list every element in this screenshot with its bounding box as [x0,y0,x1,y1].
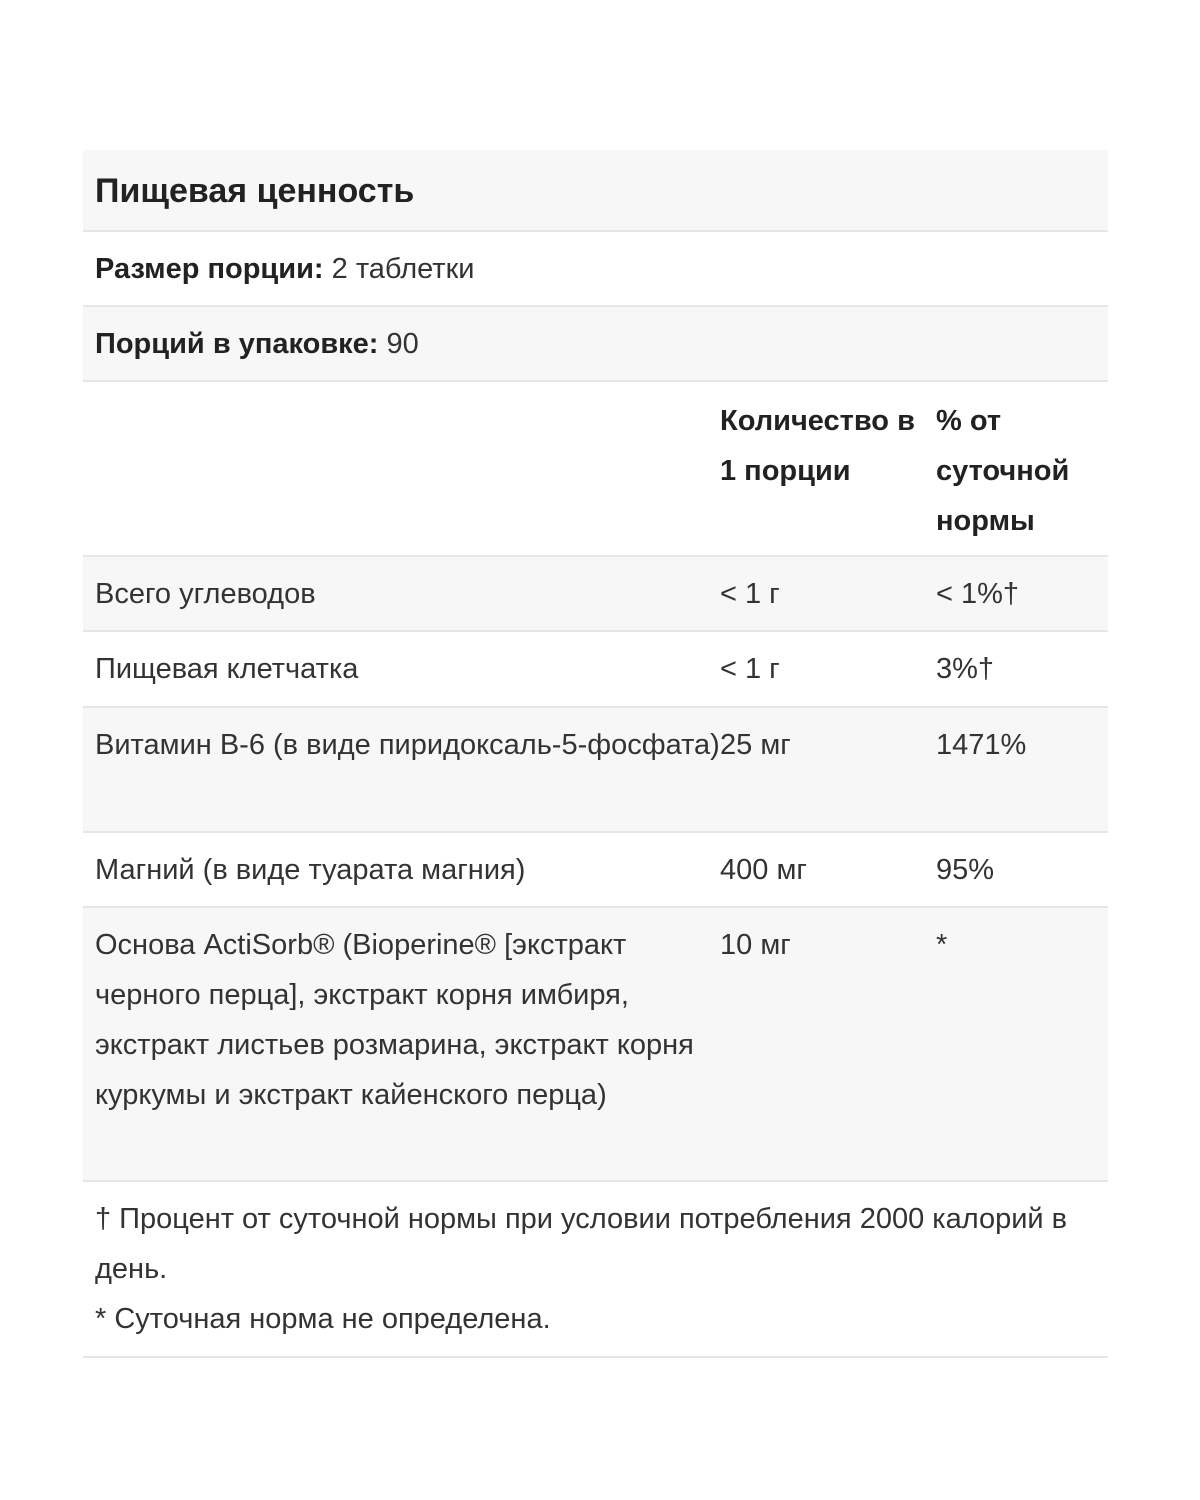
table-row [83,557,1108,632]
nutrient-amount: < 1 г [720,653,780,685]
servings-per-container-value: 90 [378,328,419,360]
panel-title: Пищевая ценность [95,172,415,210]
nutrient-name: Всего углеводов [95,578,316,610]
nutrient-name: Витамин B-6 (в виде пиридоксаль-5-фосфата) [95,729,720,761]
nutrient-amount: 400 мг [720,854,807,886]
table-row [83,908,1108,1182]
table-header-row [83,382,1108,557]
servings-per-container-label: Порций в упаковке: [95,328,379,360]
nutrient-name: Пищевая клетчатка [95,653,359,685]
table-row [83,632,1108,708]
footnote-daily-value: † Процент от суточной нормы при условии потребления 2000 калорий в день. [95,1203,1068,1285]
serving-size-label: Размер порции: [95,253,324,285]
footnotes [83,1182,1108,1358]
footnote-not-established: * Суточная норма не определена. [95,1303,551,1335]
serving-size-row [83,232,1108,307]
header-amount: Количество в 1 порции [720,405,915,487]
table-row [83,833,1108,908]
serving-size-value: 2 таблетки [323,253,475,285]
nutrient-amount: 25 мг [720,729,791,761]
nutrient-daily-value: * [936,929,948,961]
nutrition-facts-panel [83,150,1108,1358]
nutrient-name: Основа ActiSorb® (Bioperine® [экстракт черного перца], экстракт корня имбиря, экстракт листьев розмарина, экстракт корня куркумы и экстракт кайенского перца) [95,929,694,1111]
nutrient-daily-value: < 1%† [936,578,1020,610]
nutrient-daily-value: 1471% [936,729,1027,761]
nutrient-amount: < 1 г [720,578,780,610]
nutrient-name: Магний (в виде туарата магния) [95,854,526,886]
panel-title-row [83,150,1108,232]
header-name-cell [83,396,720,555]
table-row [83,708,1108,833]
nutrient-amount: 10 мг [720,929,791,961]
nutrient-daily-value: 3%† [936,653,995,685]
nutrient-daily-value: 95% [936,854,995,886]
header-daily-value: % от суточной нормы [936,405,1070,537]
servings-per-container-row [83,307,1108,382]
